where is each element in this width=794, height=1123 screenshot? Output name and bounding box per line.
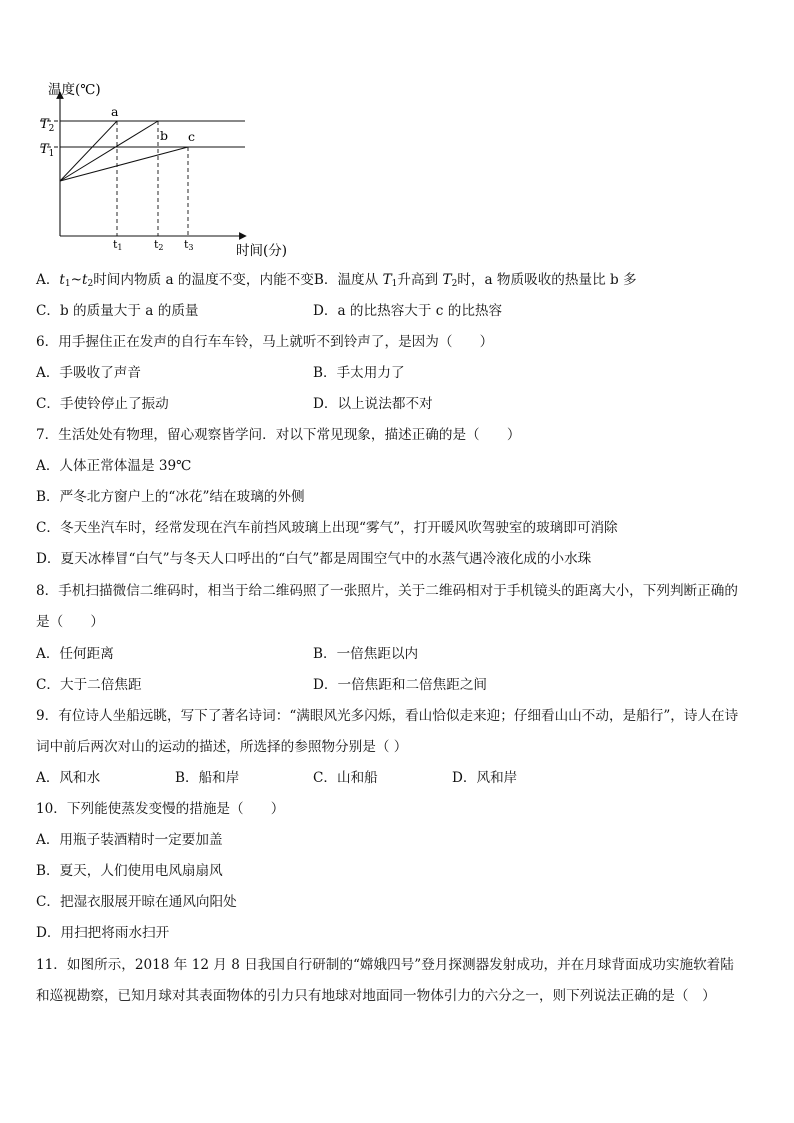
line-c: [60, 147, 188, 181]
q6-option-d: D．以上说法都不对: [313, 396, 433, 412]
q8-option-d: D．一倍焦距和二倍焦距之间: [313, 677, 488, 693]
q9-option-d: D．风和岸: [452, 770, 518, 786]
q8-stem-line2: 是（ ）: [36, 614, 104, 630]
q6-option-a: A．手吸收了声音: [36, 365, 141, 381]
x-axis-label: 时间(分): [236, 243, 288, 259]
q7-option-a: A．人体正常体温是 39℃: [36, 458, 192, 474]
t2-tick-label: t2: [154, 238, 164, 252]
q7-option-b: B．严冬北方窗户上的“冰花”结在玻璃的外侧: [36, 489, 305, 505]
q8-stem-line1: 8．手机扫描微信二维码时，相当于给二维码照了一张照片，关于二维码相对于手机镜头的距离大小，下列判断正确的: [36, 583, 738, 599]
y-axis-label: 温度(℃): [48, 82, 101, 98]
q10-option-a: A．用瓶子装酒精时一定要加盖: [36, 832, 223, 848]
q8-option-b: B．一倍焦距以内: [313, 646, 419, 662]
t1-tick-label: t1: [113, 238, 123, 252]
q9-stem-line1: 9．有位诗人坐船远眺，写下了著名诗词：“满眼风光多闪烁，看山恰似走来迎；仔细看山山不动，是船行”，诗人在诗: [36, 708, 739, 724]
temperature-time-graph: [0, 0, 794, 270]
q5-option-d: D．a 的比热容大于 c 的比热容: [313, 303, 503, 319]
q7-option-c: C．冬天坐汽车时，经常发现在汽车前挡风玻璃上出现“雾气”，打开暖风吹驾驶室的玻璃即可消除: [36, 520, 618, 536]
q6-option-c: C．手使铃停止了振动: [36, 396, 169, 412]
point-c-label: c: [188, 129, 196, 144]
q11-stem-line1: 11．如图所示，2018 年 12 月 8 日我国自行研制的“嫦娥四号”登月探测器发射成功，并在月球背面成功实施软着陆: [36, 957, 734, 973]
q10-stem: 10．下列能使蒸发变慢的措施是（ ）: [36, 801, 285, 817]
q9-stem-line2: 词中前后两次对山的运动的描述，所选择的参照物分别是（ ）: [36, 739, 408, 755]
q6-option-b: B．手太用力了: [313, 365, 405, 381]
q10-option-d: D．用扫把将雨水扫开: [36, 925, 170, 941]
q7-stem: 7．生活处处有物理，留心观察皆学问．对以下常见现象，描述正确的是（ ）: [36, 427, 521, 443]
q10-option-c: C．把湿衣服展开晾在通风向阳处: [36, 894, 237, 910]
q5-options-ab: A．$t_1\sim t_2$时间内物质 a 的温度不变，内能不变B．温度从 $T_1$升高到 $T_2$时，a 物质吸收的热量比 b 多: [36, 272, 637, 289]
q8-option-c: C．大于二倍焦距: [36, 677, 142, 693]
t2-level-label: $T_2$: [40, 117, 55, 134]
q5-option-c: C．b 的质量大于 a 的质量: [36, 303, 199, 319]
q8-option-a: A．任何距离: [36, 646, 114, 662]
t1-level-label: $T_1$: [40, 142, 55, 159]
q6-stem: 6．用手握住正在发声的自行车车铃，马上就听不到铃声了，是因为（ ）: [36, 334, 494, 350]
q7-option-d: D．夏天冰棒冒“白气”与冬天人口呼出的“白气”都是周围空气中的水蒸气遇冷液化成的小水珠: [36, 551, 592, 567]
point-a-label: a: [111, 104, 119, 119]
q10-option-b: B．夏天，人们使用电风扇扇风: [36, 863, 223, 879]
q11-stem-line2: 和巡视勘察，已知月球对其表面物体的引力只有地球对地面同一物体引力的六分之一，则下列说法正确的是（ ）: [36, 988, 716, 1004]
t3-tick-label: t3: [184, 238, 194, 252]
q9-option-a: A．风和水: [36, 770, 101, 786]
q9-option-c: C．山和船: [313, 770, 378, 786]
q9-option-b: B．船和岸: [175, 770, 240, 786]
point-b-label: b: [160, 128, 169, 143]
